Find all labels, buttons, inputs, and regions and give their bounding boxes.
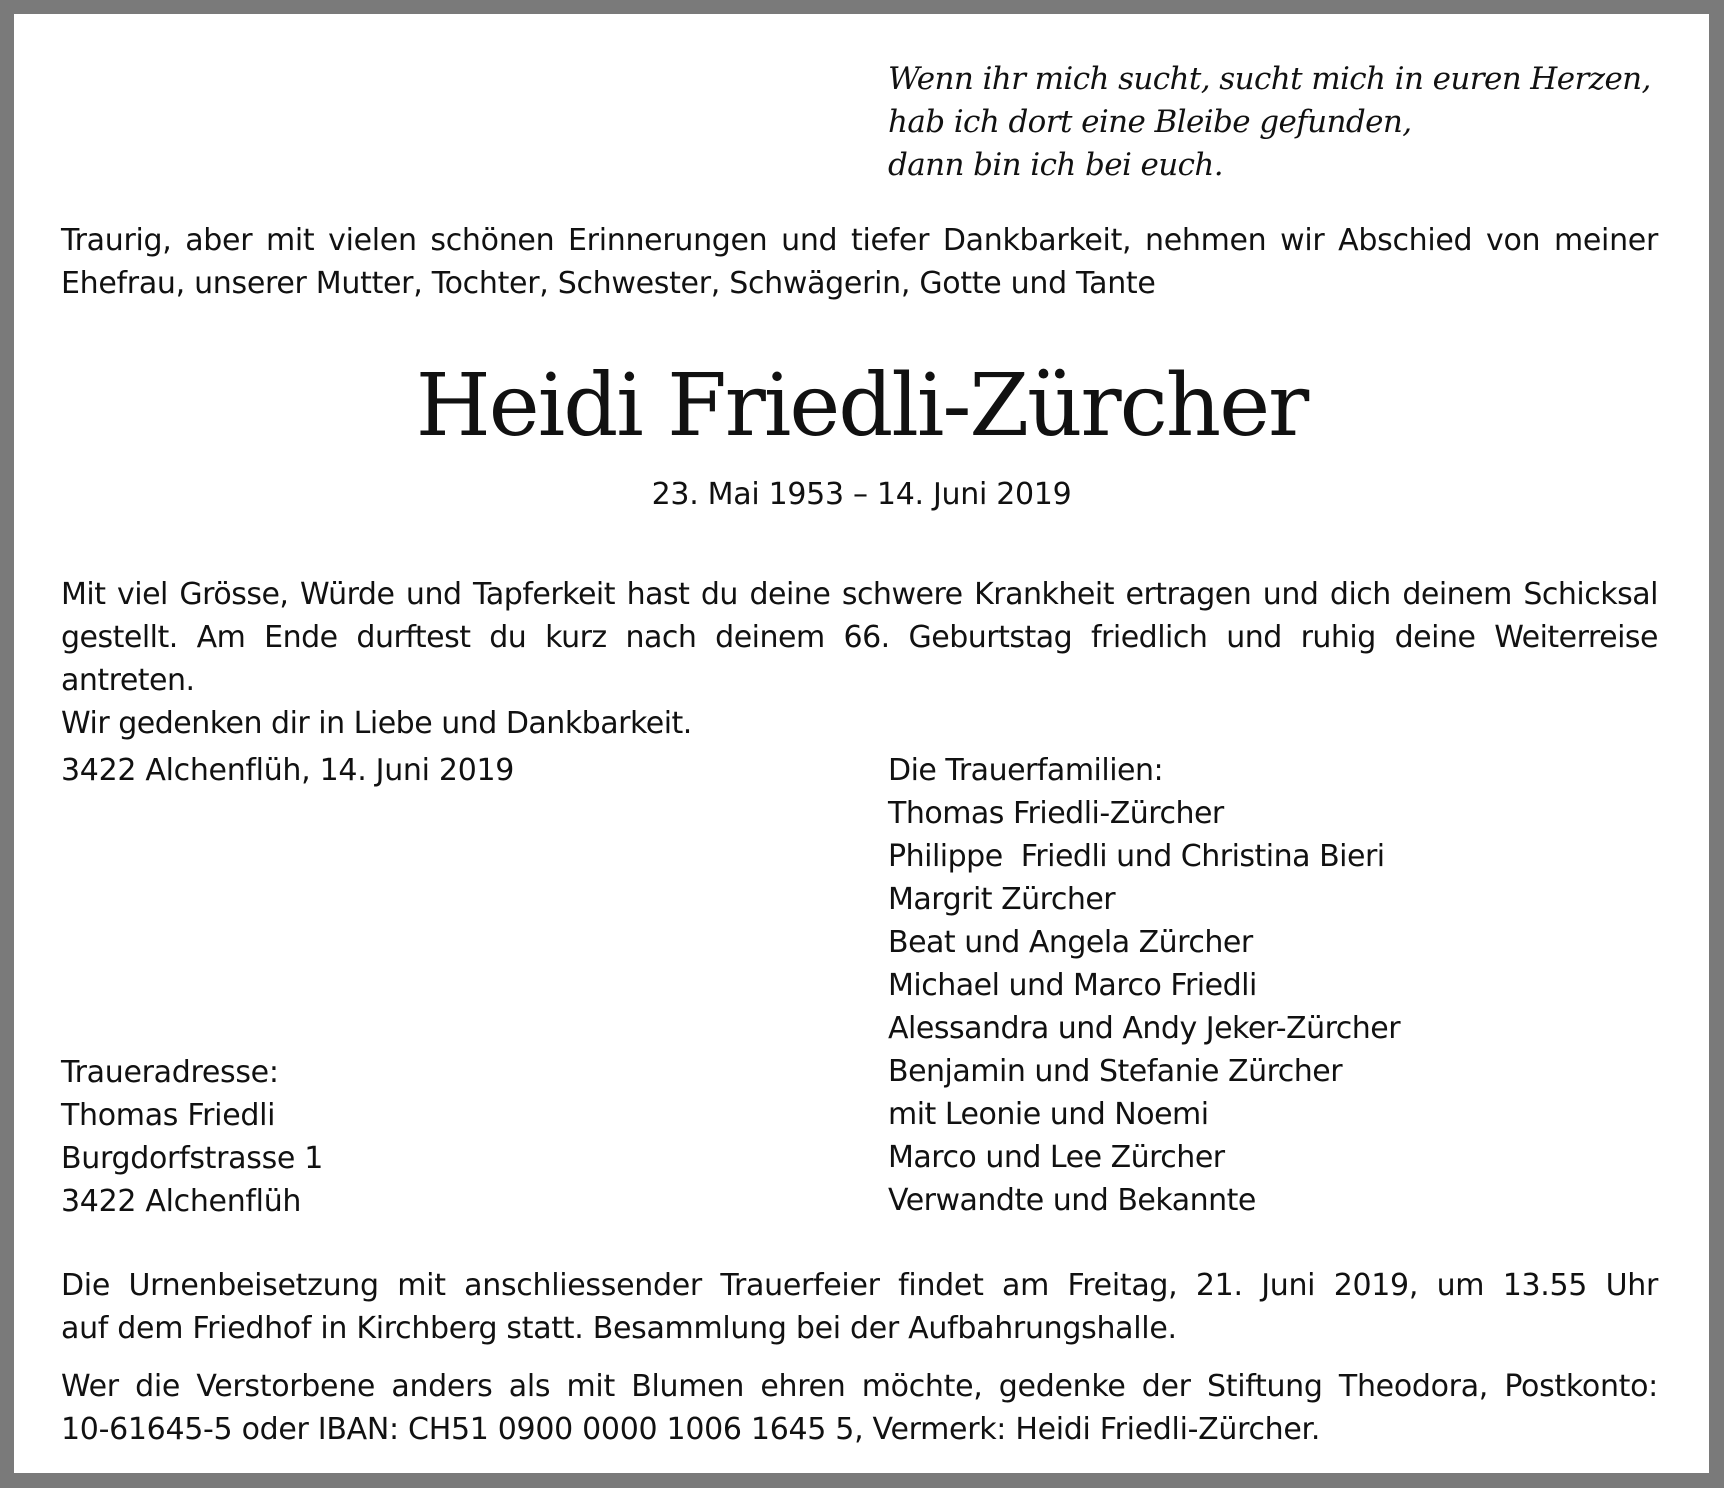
ceremony-line: auf dem Friedhof in Kirchberg statt. Besammlung bei der Aufbahrungshalle.	[61, 1311, 1177, 1346]
family-member: mit Leonie und Noemi	[888, 1097, 1209, 1132]
address-line: Thomas Friedli	[61, 1098, 276, 1133]
intro-line: Traurig, aber mit vielen schönen Erinnerungen und tiefer Dankbarkeit, nehmen wir Abschied von meiner	[61, 223, 1658, 258]
mourning-address	[61, 1051, 323, 1223]
poem-quote	[888, 58, 1651, 187]
poem-line: Wenn ihr mich sucht, sucht mich in euren Herzen,	[888, 61, 1651, 97]
tribute-line: Mit viel Grösse, Würde und Tapferkeit hast du deine schwere Krankheit ertragen und dich deinem Schicksal	[61, 577, 1658, 612]
tribute-paragraph	[61, 573, 1658, 745]
family-member: Thomas Friedli-Zürcher	[888, 796, 1224, 831]
family-member: Philippe Friedli und Christina Bieri	[888, 839, 1385, 874]
poem-line: dann bin ich bei euch.	[888, 147, 1224, 183]
family-member: Benjamin und Stefanie Zürcher	[888, 1054, 1343, 1089]
address-line: 3422 Alchenflüh	[61, 1184, 302, 1219]
family-member: Beat und Angela Zürcher	[888, 925, 1253, 960]
families-heading: Die Trauerfamilien:	[888, 753, 1164, 788]
donation-line: Wer die Verstorbene anders als mit Blumen ehren möchte, gedenke der Stiftung Theodora, Postkonto:	[61, 1369, 1658, 1404]
address-line: Burgdorfstrasse 1	[61, 1141, 324, 1176]
place-and-date: 3422 Alchenflüh, 14. Juni 2019	[61, 753, 515, 788]
life-dates: 23. Mai 1953 – 14. Juni 2019	[651, 477, 1072, 512]
donation-paragraph	[61, 1365, 1658, 1451]
family-member: Alessandra und Andy Jeker-Zürcher	[888, 1011, 1401, 1046]
obituary-notice	[14, 14, 1709, 1473]
tribute-line: Wir gedenken dir in Liebe und Dankbarkeit.	[61, 706, 692, 741]
poem-line: hab ich dort eine Bleibe gefunden,	[888, 104, 1412, 140]
family-member: Margrit Zürcher	[888, 882, 1116, 917]
deceased-name: Heidi Friedli-Zürcher	[415, 356, 1308, 456]
ceremony-line: Die Urnenbeisetzung mit anschliessender Trauerfeier findet am Freitag, 21. Juni 2019, um 13.55 Uhr	[61, 1268, 1658, 1303]
intro-line: Ehefrau, unserer Mutter, Tochter, Schwester, Schwägerin, Gotte und Tante	[61, 266, 1156, 301]
family-member: Michael und Marco Friedli	[888, 968, 1257, 1003]
ceremony-paragraph	[61, 1264, 1658, 1350]
family-member: Marco und Lee Zürcher	[888, 1140, 1225, 1175]
tribute-line: gestellt. Am Ende durftest du kurz nach deinem 66. Geburtstag friedlich und ruhig deine Weiterreise antreten.	[61, 620, 1658, 698]
family-member: Verwandte und Bekannte	[888, 1183, 1256, 1218]
intro-paragraph	[61, 219, 1658, 305]
mourning-families	[888, 749, 1400, 1222]
donation-line: 10-61645-5 oder IBAN: CH51 0900 0000 1006 1645 5, Vermerk: Heidi Friedli-Zürcher.	[61, 1412, 1321, 1447]
address-heading: Traueradresse:	[61, 1055, 279, 1090]
